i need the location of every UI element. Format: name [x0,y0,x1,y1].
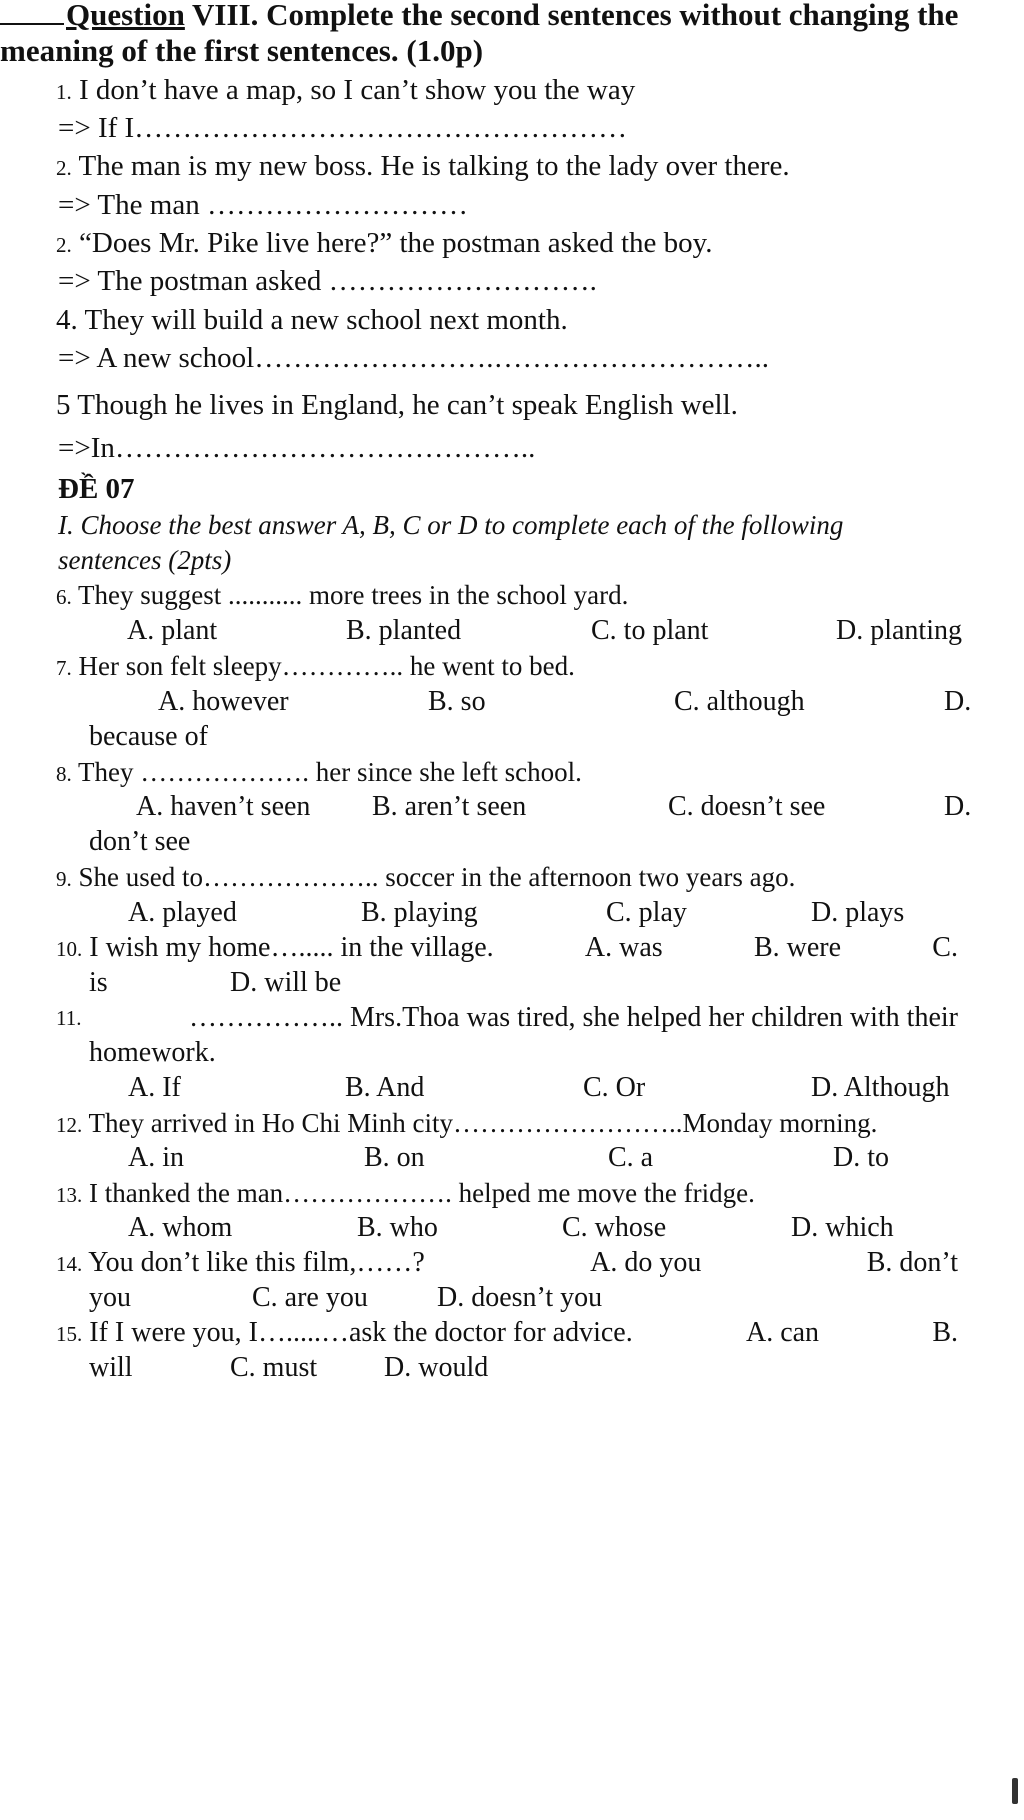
stem-text: You don’t like this film,……? [88,1247,425,1278]
stem-text: They ………………. her since she left school. [78,757,582,787]
mcq-14-option-b-text[interactable]: you [89,1282,131,1313]
q8-item-4 [56,303,568,337]
stem-text: If I were you, I….....…ask the doctor for advice. [89,1317,633,1348]
mcq-11-option-d[interactable]: D. Although [811,1072,950,1103]
mcq-8-option-a[interactable]: A. haven’t seen [136,791,311,822]
question-title-line1 [0,0,958,32]
item-number: 10. [56,937,83,961]
mcq-15-option-a[interactable]: A. can [745,1317,820,1348]
stem-text: Her son felt sleepy………….. he went to bed. [78,651,575,681]
title-leading-rule [0,23,64,25]
q8-answer-3: => The postman asked ………………………. [58,265,597,297]
mcq-12-option-b[interactable]: B. on [364,1142,425,1173]
item-text: They will build a new school next month. [84,304,568,336]
mcq-12-option-a[interactable]: A. in [128,1142,184,1173]
mcq-6-option-a[interactable]: A. plant [127,615,218,646]
mcq-15-line [56,1316,958,1351]
q8-answer-5: =>In…………………………………….. [58,432,536,464]
question-title-line2: meaning of the first sentences. (1.0p) [0,33,484,68]
stem-text: They arrived in Ho Chi Minh city……………………..Monday morning. [88,1108,878,1138]
mcq-7-stem [56,649,575,685]
mcq-9-option-b[interactable]: B. playing [361,897,478,928]
item-number: 13. [56,1183,83,1207]
mcq-14-stem [56,1246,425,1281]
mcq-8-stem [56,755,582,791]
item-number: 9. [56,867,72,891]
q8-answer-2: => The man ……………………… [58,189,468,221]
mcq-8-option-d-text[interactable]: don’t see [89,826,191,857]
mcq-8-option-c[interactable]: C. doesn’t see [668,791,826,822]
section-instruction-line1: I. Choose the best answer A, B, C or D to complete each of the following [58,510,844,540]
item-number: 2. [56,233,72,257]
mcq-6-option-d[interactable]: D. planting [836,615,962,646]
mcq-13-stem [56,1176,755,1212]
mcq-14-option-d[interactable]: D. doesn’t you [437,1282,603,1313]
mcq-15-option-d[interactable]: D. would [384,1352,489,1383]
mcq-14-line [56,1246,958,1281]
mcq-11-option-c[interactable]: C. Or [583,1072,646,1103]
mcq-13-option-b[interactable]: B. who [357,1212,438,1243]
title-rest: VIII. Complete the second sentences without changing the [184,0,959,32]
mcq-14-option-b[interactable]: B. don’t [866,1247,958,1278]
mcq-10-option-a[interactable]: A. was [584,932,663,963]
mcq-10-line [56,931,958,966]
mcq-9-option-a[interactable]: A. played [128,897,237,928]
stem-text: …………….. Mrs.Thoa was tired, she helped her children with their [188,1002,958,1033]
item-number: 5 [56,389,71,421]
item-text: “Does Mr. Pike live here?” the postman asked the boy. [79,227,713,259]
stem-text: I wish my home…..... in the village. [89,932,494,963]
item-number: 12. [56,1113,83,1137]
mcq-15-option-b[interactable]: B. [932,1317,958,1348]
mcq-15-option-b-text[interactable]: will [89,1352,133,1383]
mcq-13-option-c[interactable]: C. whose [562,1212,667,1243]
item-text: The man is my new boss. He is talking to the lady over there. [78,150,790,182]
mcq-8-option-d[interactable]: D. [944,791,972,822]
exam-heading: ĐỀ 07 [58,473,135,505]
mcq-6-option-c[interactable]: C. to plant [591,615,709,646]
stem-text: They suggest ........... more trees in the school yard. [78,580,629,610]
q8-answer-4: => A new school…………………….……………………….. [58,342,769,374]
mcq-9-stem [56,860,795,896]
mcq-12-option-d[interactable]: D. to [833,1142,889,1173]
mcq-9-option-c[interactable]: C. play [606,897,687,928]
mcq-12-option-c[interactable]: C. a [608,1142,654,1173]
mcq-8-option-b[interactable]: B. aren’t seen [372,791,527,822]
mcq-13-option-d[interactable]: D. which [791,1212,894,1243]
item-number: 1. [56,80,72,104]
mcq-7-option-a[interactable]: A. however [158,686,289,717]
item-number: 8. [56,762,72,786]
q8-item-5 [56,388,738,422]
mcq-9-option-d[interactable]: D. plays [811,897,905,928]
mcq-14-option-a[interactable]: A. do you [590,1247,702,1278]
item-number: 6. [56,585,72,609]
mcq-6-stem [56,578,628,614]
scrollbar-handle[interactable] [1012,1778,1018,1804]
item-number: 2. [56,156,72,180]
mcq-11-option-b[interactable]: B. And [345,1072,425,1103]
mcq-6-option-b[interactable]: B. planted [346,615,462,646]
mcq-10-option-c-text[interactable]: is [89,967,108,998]
mcq-10-option-d[interactable]: D. will be [230,967,342,998]
mcq-7-option-d-text[interactable]: because of [89,721,208,752]
mcq-13-option-a[interactable]: A. whom [128,1212,233,1243]
q8-item-3 [56,226,713,262]
item-text: Though he lives in England, he can’t speak English well. [77,389,738,421]
mcq-14-option-c[interactable]: C. are you [252,1282,368,1313]
stem-text: I thanked the man………………. helped me move the fridge. [89,1178,755,1208]
mcq-10-option-b[interactable]: B. were [753,932,842,963]
mcq-12-stem [56,1106,877,1142]
q8-item-1 [56,73,635,109]
q8-answer-1: => If I…………………………………………… [58,112,628,144]
item-number: 7. [56,656,72,680]
mcq-11-stem-cont: homework. [89,1037,216,1068]
mcq-7-option-b[interactable]: B. so [428,686,486,717]
mcq-11-option-a[interactable]: A. If [128,1072,181,1103]
item-number: 4. [56,304,78,336]
title-underlined-word: Question [66,0,185,32]
mcq-15-stem [56,1316,633,1351]
section-instruction-line2: sentences (2pts) [58,545,232,575]
item-number: 15. [56,1322,83,1346]
item-number: 14. [56,1252,83,1276]
item-number: 11. [56,1006,82,1030]
mcq-15-option-c[interactable]: C. must [230,1352,318,1383]
mcq-7-option-c[interactable]: C. although [674,686,805,717]
mcq-10-option-c[interactable]: C. [932,932,958,963]
mcq-11-stem [56,1001,958,1035]
q8-item-2 [56,149,790,185]
item-text: I don’t have a map, so I can’t show you the way [79,74,636,106]
stem-text: She used to……………….. soccer in the afternoon two years ago. [78,862,796,892]
mcq-10-stem [56,931,494,966]
mcq-7-option-d[interactable]: D. [944,686,972,717]
